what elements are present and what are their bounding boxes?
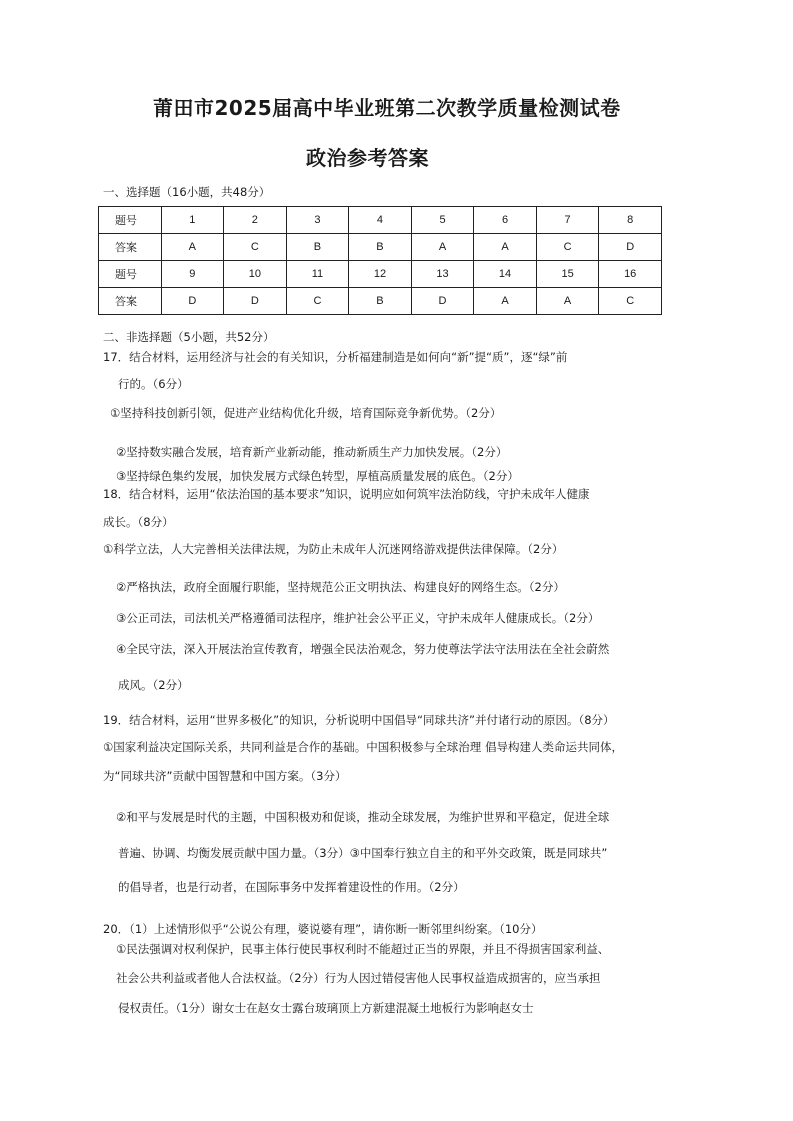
q18-stem-line2: 成长。（8分） <box>103 515 174 529</box>
table-cell: 1 <box>161 207 224 234</box>
table-cell: 10 <box>224 261 287 288</box>
table-cell: B <box>349 234 412 261</box>
q17-answer-2: ②坚持数实融合发展，培育新产业新动能，推动新质生产力加快发展。（2分） <box>116 445 508 459</box>
table-cell: D <box>599 234 662 261</box>
table-cell: 4 <box>349 207 412 234</box>
table-row-label: 答案 <box>99 234 162 261</box>
table-row-label: 题号 <box>99 207 162 234</box>
q19-answer-1-line2: 为“同球共济”贡献中国智慧和中国方案。（3分） <box>103 769 347 783</box>
table-cell: C <box>224 234 287 261</box>
q19-answer-3: 的倡导者，也是行动者，在国际事务中发挥着建设性的作用。（2分） <box>118 880 465 894</box>
q17-answer-1: ①坚持科技创新引领，促进产业结构优化升级，培育国际竞争新优势。（2分） <box>110 406 502 420</box>
q20-answer-line3: 侵权责任。（1分）谢女士在赵女士露台玻璃顶上方新建混凝土地板行为影响赵女士 <box>118 1001 534 1015</box>
table-row <box>99 207 662 234</box>
page-subtitle: 政治参考答案 <box>306 146 429 170</box>
table-cell: A <box>474 234 537 261</box>
table-cell: D <box>411 288 474 315</box>
table-cell: 9 <box>161 261 224 288</box>
table-cell: A <box>536 288 599 315</box>
table-cell: D <box>161 288 224 315</box>
q19-stem: 19．结合材料，运用“世界多极化”的知识，分析说明中国倡导“同球共济”并付诸行动的原因。（8分） <box>103 713 615 727</box>
q17-stem-line1: 17．结合材料，运用经济与社会的有关知识，分析福建制造是如何向“新”提“质”，逐“绿”前 <box>103 350 568 364</box>
table-cell: 12 <box>349 261 412 288</box>
table-cell: C <box>599 288 662 315</box>
table-cell: 15 <box>536 261 599 288</box>
table-row <box>99 261 662 288</box>
q18-answer-1: ①科学立法，人大完善相关法律法规，为防止未成年人沉迷网络游戏提供法律保障。（2分） <box>103 542 564 556</box>
q19-answer-1-line1: ①国家利益决定国际关系，共同利益是合作的基础。中国积极参与全球治理 倡导构建人类命运共同体， <box>103 740 623 754</box>
table-cell: A <box>474 288 537 315</box>
table-cell: 8 <box>599 207 662 234</box>
q20-answer-line2: 社会公共利益或者他人合法权益。（2分）行为人因过错侵害他人民事权益造成损害的，应当承担 <box>116 971 601 985</box>
table-cell: A <box>161 234 224 261</box>
q20-stem: 20．（1）上述情形似乎“公说公有理，婆说婆有理”，请你断一断邻里纠纷案。（10分） <box>103 922 543 936</box>
table-cell: B <box>286 234 349 261</box>
table-cell: A <box>411 234 474 261</box>
table-row <box>99 288 662 315</box>
q18-answer-2: ②严格执法，政府全面履行职能，坚持规范公正文明执法、构建良好的网络生态。（2分） <box>116 580 565 594</box>
section1-heading: 一、选择题（16小题，共48分） <box>103 185 271 199</box>
table-cell: C <box>286 288 349 315</box>
table-cell: 6 <box>474 207 537 234</box>
q19-answer-2-line2: 普遍、协调、均衡发展贡献中国力量。（3分）③中国奉行独立自主的和平外交政策，既是同球共” <box>118 846 608 860</box>
q20-answer-line1: ①民法强调对权利保护，民事主体行使民事权利时不能超过正当的界限，并且不得损害国家利益、 <box>116 942 610 956</box>
q19-answer-2-line1: ②和平与发展是时代的主题，中国积极劝和促谈，推动全球发展，为维护世界和平稳定，促进全球 <box>116 810 610 824</box>
q18-answer-3: ③公正司法，司法机关严格遵循司法程序，维护社会公平正义，守护未成年人健康成长。（2分） <box>116 611 600 625</box>
table-cell: 3 <box>286 207 349 234</box>
table-cell: B <box>349 288 412 315</box>
q18-stem-line1: 18．结合材料，运用“依法治国的基本要求”知识，说明应如何筑牢法治防线，守护未成年人健康 <box>103 487 590 501</box>
q17-stem-line2: 行的。（6分） <box>118 377 189 391</box>
table-cell: C <box>536 234 599 261</box>
table-cell: D <box>224 288 287 315</box>
table-cell: 11 <box>286 261 349 288</box>
q18-answer-4-line2: 成风。（2分） <box>118 678 189 692</box>
q17-answer-3: ③坚持绿色集约发展，加快发展方式绿色转型，厚植高质量发展的底色。（2分） <box>116 469 519 483</box>
answer-table <box>98 206 662 315</box>
table-row-label: 题号 <box>99 261 162 288</box>
table-cell: 16 <box>599 261 662 288</box>
table-cell: 13 <box>411 261 474 288</box>
table-cell: 5 <box>411 207 474 234</box>
page-title: 莆田市2025届高中毕业班第二次教学质量检测试卷 <box>153 96 621 120</box>
table-row-label: 答案 <box>99 288 162 315</box>
q18-answer-4-line1: ④全民守法，深入开展法治宣传教育，增强全民法治观念，努力使尊法学法守法用法在全社会蔚然 <box>116 642 610 656</box>
table-cell: 2 <box>224 207 287 234</box>
table-cell: 7 <box>536 207 599 234</box>
table-row <box>99 234 662 261</box>
section2-heading: 二、非选择题（5小题，共52分） <box>103 330 275 344</box>
table-cell: 14 <box>474 261 537 288</box>
